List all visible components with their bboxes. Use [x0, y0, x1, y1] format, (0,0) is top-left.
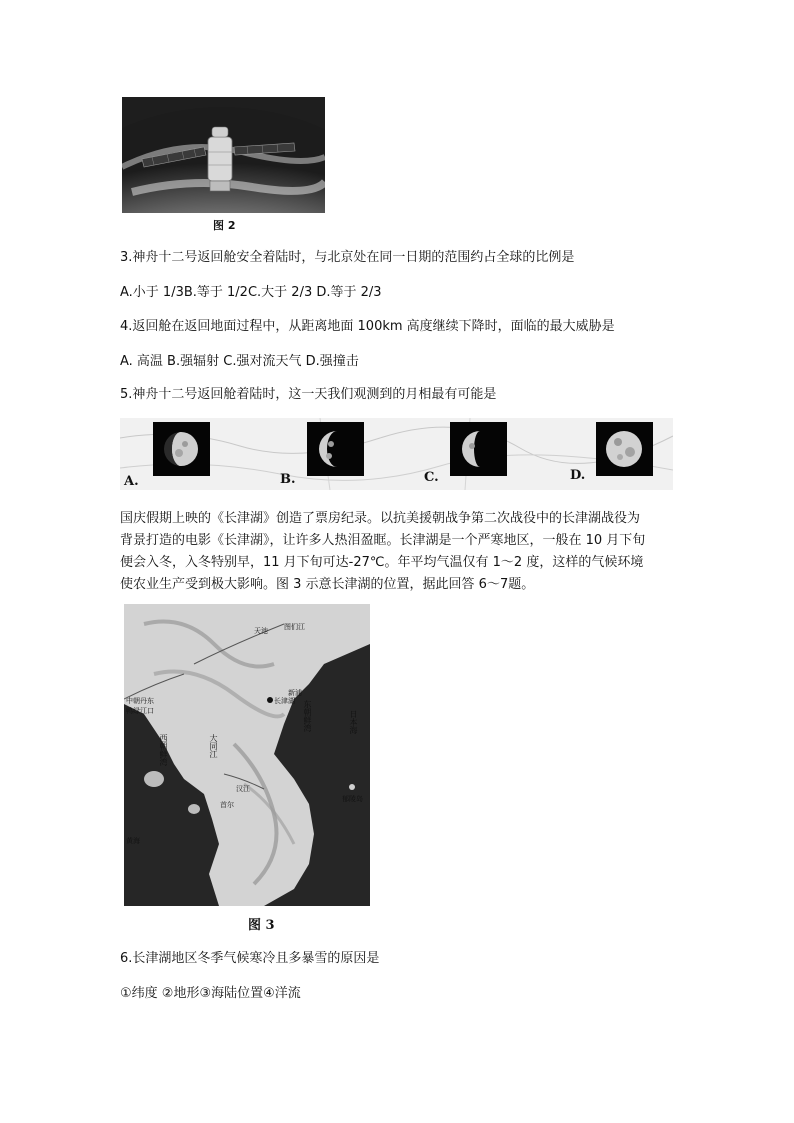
moon-option-b-label: B. [280, 472, 296, 487]
figure-3-caption: 图 3 [248, 918, 275, 933]
map-label-tianchi: 天池 [254, 627, 268, 635]
map-label-changjin-lake: 长津湖 [274, 697, 295, 705]
passage-line-2: 背景打造的电影《长津湖》，让许多人热泪盈眶。长津湖是一个严寒地区，一般在 10 月下旬 [120, 533, 646, 548]
map-label-sea-of-japan: 日本海 [349, 710, 358, 734]
moon-phase-options [120, 418, 673, 490]
figure-2-caption: 图 2 [213, 219, 236, 232]
passage-line-4: 使农业生产受到极大影响。图 3 示意长津湖的位置，据此回答 6～7题。 [120, 577, 535, 592]
question-3-options: A.小于 1/3B.等于 1/2C.大于 2/3 D.等于 2/3 [120, 285, 382, 300]
question-3-text: 3.神舟十二号返回舱安全着陆时，与北京处在同一日期的范围约占全球的比例是 [120, 250, 575, 265]
question-4-text: 4.返回舱在返回地面过程中，从距离地面 100km 高度继续下降时，面临的最大威胁是 [120, 319, 615, 334]
moon-option-c-label: C. [424, 470, 439, 485]
map-label-east-korea-bay: 东朝鲜湾 [303, 700, 312, 732]
map-label-yellow-sea: 黄海 [126, 837, 140, 845]
map-label-han-river: 汉江 [236, 785, 250, 793]
moon-option-c-image [450, 422, 507, 476]
question-6-options: ①纬度 ②地形③海陆位置④洋流 [120, 986, 301, 1001]
map-label-west-korea-bay: 西朝鲜湾 [159, 734, 168, 766]
figure-2-spacecraft-photo [122, 97, 325, 213]
map-label-dandong: 中朝丹东 [126, 697, 154, 705]
map-label-tumen: 图们江 [284, 623, 305, 631]
moon-option-d-image [596, 422, 653, 476]
moon-option-a-label: A. [124, 474, 139, 489]
moon-option-b-image [307, 422, 364, 476]
passage [120, 508, 680, 596]
map-label-xinpu: 新浦 [288, 689, 302, 697]
question-5-text: 5.神舟十二号返回舱着陆时，这一天我们观测到的月相最有可能是 [120, 387, 497, 402]
map-label-yalu-mouth: 鸭绿江口 [126, 707, 154, 715]
moon-option-a-image [153, 422, 210, 476]
spacecraft-photo-illustration [122, 97, 325, 213]
moon-option-d-label: D. [570, 468, 586, 483]
map-label-datong-river: 大同江 [209, 734, 218, 758]
passage-line-3: 便会入冬，入冬特别早，11 月下旬可达-27℃。年平均气温仅有 1～2 度，这样的气候环境 [120, 555, 644, 570]
figure-3-map [124, 604, 370, 906]
passage-line-1: 国庆假期上映的《长津湖》创造了票房纪录。以抗美援朝战争第二次战役中的长津湖战役为 [120, 511, 641, 526]
question-6-text: 6.长津湖地区冬季气候寒冷且多暴雪的原因是 [120, 951, 380, 966]
map-label-ulleung-island: 郁陵岛 [342, 795, 363, 803]
question-4-options: A. 高温 B.强辐射 C.强对流天气 D.强撞击 [120, 354, 359, 369]
map-label-seoul: 首尔 [220, 801, 234, 809]
